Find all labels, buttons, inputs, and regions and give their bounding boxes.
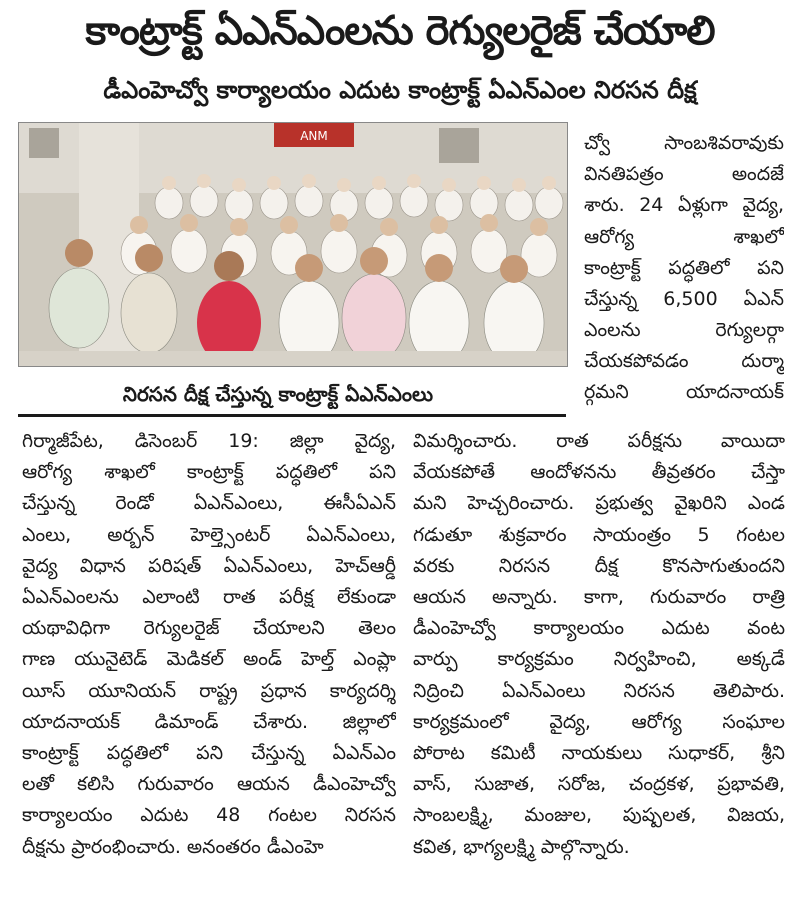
- text-line: లతో కలిసి గురువారం ఆయన డీఎంహెచ్వో: [22, 773, 396, 796]
- text-line: శారు. 24 ఏళ్లుగా వైద్య,: [584, 194, 784, 217]
- text-line: కార్యాలయం ఎదుట 48 గంటల నిరసన: [22, 804, 396, 827]
- text-line: కాంట్రాక్ట్ పద్ధతిలో పని: [584, 256, 784, 279]
- text-line: పోరాట కమిటీ నాయకులు సుధాకర్, శ్రీని: [413, 742, 785, 765]
- caption-divider: [18, 414, 566, 417]
- text-line: యీస్ యూనియన్ రాష్ట్ర ప్రధాన కార్యదర్శి: [22, 679, 396, 702]
- text-line: చేస్తున్న 6,500 ఏఎన్: [584, 288, 784, 311]
- text-line: గిర్మాజీపేట, డిసెంబర్ 19: జిల్లా వైద్య,: [22, 430, 396, 452]
- text-line: వార్పు కార్యక్రమం నిర్వహించి, అక్కడే: [413, 648, 785, 671]
- text-line: చ్వో సాంబశివరావుకు: [584, 132, 784, 154]
- text-line: వైద్య విధాన పరిషత్ ఏఎన్ఎంలు, హెచ్ఆర్డీ: [22, 554, 396, 577]
- text-line: వేయకపోతే ఆందోళనను తీవ్రతరం చేస్తా: [413, 461, 785, 484]
- text-line: చేయకపోవడం దుర్మా: [584, 350, 784, 373]
- text-line: వాస్, సుజాత, సరోజ, చంద్రకళ, ప్రభావతి,: [413, 773, 785, 796]
- text-line: సాంబలక్ష్మి, మంజుల, పుష్పలత, విజయ,: [413, 804, 785, 827]
- text-line: కార్యక్రమంలో వైద్య, ఆరోగ్య సంఘాల: [413, 710, 785, 733]
- text-line: కాంట్రాక్ట్ పద్ధతిలో పని చేస్తున్న ఏఎన్ఎం: [22, 742, 396, 765]
- text-line: గాణ యునైటెడ్ మెడికల్ అండ్ హెల్త్ ఎంప్లా: [22, 648, 396, 671]
- text-line: యాదనాయక్ డిమాండ్ చేశారు. జిల్లాలో: [22, 710, 396, 733]
- text-line: యథావిధిగా రెగ్యులరైజ్ చేయాలని తెలం: [22, 617, 396, 640]
- text-line: విమర్శించారు. రాత పరీక్షను వాయిదా: [413, 430, 785, 452]
- text-line: దీక్షను ప్రారంభించారు. అనంతరం డీఎంహె: [22, 835, 324, 858]
- article-headline: కాంట్రాక్ట్ ఏఎన్ఎంలను రెగ్యులరైజ్ చేయాలి: [85, 8, 715, 54]
- text-line: ఆయన అన్నారు. కాగా, గురువారం రాత్రి: [413, 586, 785, 609]
- right-column: [413, 426, 785, 863]
- text-line: నిద్రించి ఏఎన్ఎంలు నిరసన తెలిపారు.: [413, 679, 785, 702]
- protest-photo: [18, 122, 568, 367]
- text-line: వినతిపత్రం అందజే: [584, 163, 784, 186]
- text-line: చేస్తున్న రెండో ఏఎన్ఎంలు, ఈసీఏఎన్: [22, 492, 396, 515]
- right-column-mid: [584, 377, 784, 408]
- text-line: డీఎంహెచ్వో కార్యాలయం ఎదుట వంట: [413, 617, 785, 640]
- protest-photo-illustration: [19, 123, 567, 366]
- photo-caption: నిరసన దీక్ష చేస్తున్న కాంట్రాక్ట్ ఏఎన్ఎంలు: [122, 382, 434, 406]
- text-line: ఆరోగ్య శాఖలో: [584, 225, 784, 248]
- text-line: గడుతూ శుక్రవారం సాయంత్రం 5 గంటల: [413, 523, 785, 546]
- banner-sign-text: ANM: [300, 129, 328, 143]
- text-line: కవిత, భాగ్యలక్ష్మి పాల్గొన్నారు.: [413, 835, 630, 858]
- left-column: [22, 426, 396, 863]
- text-line: ఎంలను రెగ్యులర్గా: [584, 319, 784, 342]
- right-column-top: [584, 128, 784, 378]
- text-line: మని హెచ్చరించారు. ప్రభుత్వ వైఖరిని ఎండ: [413, 492, 785, 515]
- text-line: ఏఎన్ఎంలను ఎలాంటి రాత పరీక్ష లేకుండా: [22, 586, 396, 609]
- article-subheadline: డీఎంహెచ్వో కార్యాలయం ఎదుట కాంట్రాక్ట్ ఏఎన్ఎంల నిరసన దీక్ష: [103, 76, 697, 104]
- text-line: ఎంలు, అర్బన్ హెల్త్సెంటర్ ఏఎన్ఎంలు,: [22, 523, 396, 546]
- text-line: ర్గమని యాదనాయక్: [584, 381, 784, 403]
- text-line: వరకు నిరసన దీక్ష కొనసాగుతుందని: [413, 554, 785, 577]
- text-line: ఆరోగ్య శాఖలో కాంట్రాక్ట్ పద్ధతిలో పని: [22, 461, 396, 484]
